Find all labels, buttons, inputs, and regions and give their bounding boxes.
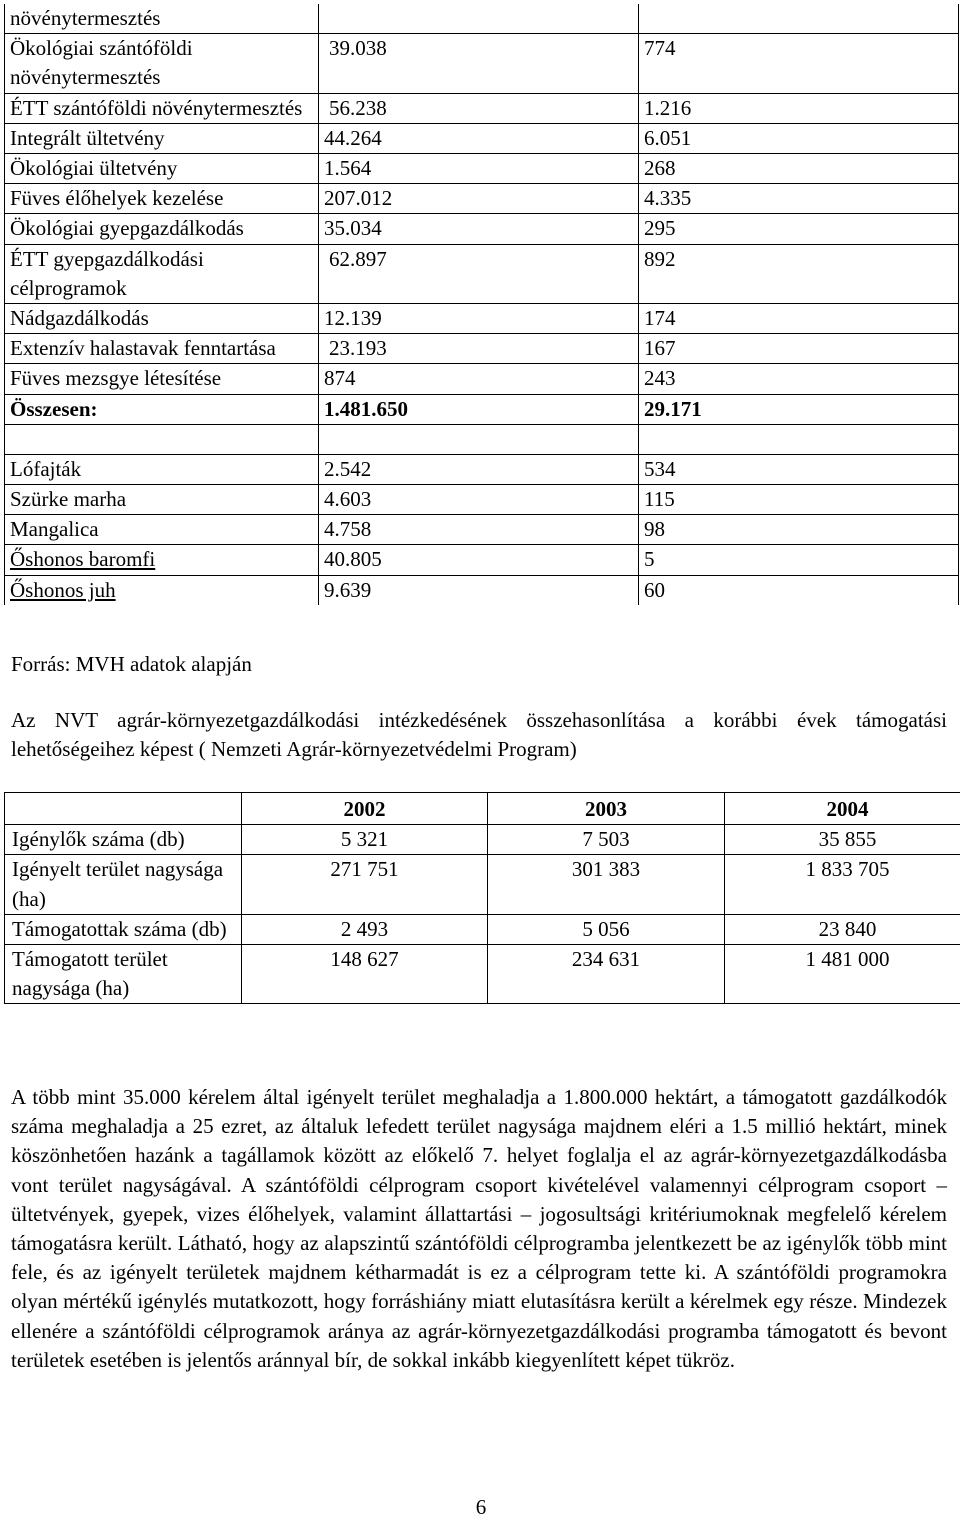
table-row xyxy=(5,825,960,855)
source-note xyxy=(11,650,252,679)
table-row xyxy=(5,364,959,394)
body-paragraph: A több mint 35.000 kérelem által igényelt terület meghaladja a 1.800.000 hektárt, a támogatott gazdálkodók száma meghaladja a 25 ezret, az általuk lefedett terület nagysága majdnem eléri a 1.5 millió hektárt, minek köszönhetően hazánk a tagállamok között az előkelő 7. helyet foglalja el az agrár-környezetgazdálkodásba vont terület nagyságával. A szántóföldi célprogram csoport kivételével valamennyi célprogram csoport – ültetvények, gyepek, vizes élőhelyek, valamint állattartási – jogosultsági kritériumoknak megfelelő kérelem támogatásra került. Látható, hogy az alapszintű szántóföldi célprogramba jelentkezett be az igénylők több mint fele, és az igényelt területek majdnem kétharmadát is ez a célprogram tette ki. A szántóföldi programokra olyan mértékű igénylés mutatkozott, hogy forráshiány miatt elutasításra került a kérelmek egy része. Mindezek ellenére a szántóföldi célprogramok aránya az agrár-környezetgazdálkodási programba támogatott és bevont területek esetében is jelentős aránnyal bír, de sokkal inkább kiegyenlített képet tükröz. xyxy=(11,1083,947,1375)
cell-value: 1 481 000 xyxy=(725,945,960,1004)
program-area: 1.564 xyxy=(319,154,639,184)
table-row xyxy=(5,914,960,944)
cell-value: 271 751 xyxy=(242,855,488,914)
table-row xyxy=(5,4,959,34)
program-label: Füves mezsgye létesítése xyxy=(5,364,319,394)
breed-count: 60 xyxy=(639,575,959,605)
program-area: 207.012 xyxy=(319,184,639,214)
table-caption: Az NVT agrár-környezetgazdálkodási intézkedésének összehasonlítása a korábbi évek támogatási lehetőségeihez képest ( Nemzeti Agrár-környezetvédelmi Program) xyxy=(11,706,947,764)
program-count xyxy=(639,4,959,34)
program-area: 39.038 xyxy=(319,34,639,93)
program-count: 243 xyxy=(639,364,959,394)
table-row xyxy=(5,244,959,303)
breed-count: 115 xyxy=(639,485,959,515)
breed-value: 40.805 xyxy=(319,545,639,575)
program-count: 1.216 xyxy=(639,93,959,123)
table-row xyxy=(5,34,959,93)
program-area xyxy=(319,4,639,34)
total-label: Összesen: xyxy=(5,394,319,424)
table-row xyxy=(5,304,959,334)
program-area: 35.034 xyxy=(319,214,639,244)
program-label: növénytermesztés xyxy=(5,4,319,34)
program-count: 774 xyxy=(639,34,959,93)
row-label: Támogatottak száma (db) xyxy=(5,914,242,944)
table-row xyxy=(5,154,959,184)
breed-count: 98 xyxy=(639,515,959,545)
program-label: Integrált ültetvény xyxy=(5,123,319,153)
row-label: Igényelt terület nagysága (ha) xyxy=(5,855,242,914)
breed-value: 4.603 xyxy=(319,485,639,515)
year-header: 2003 xyxy=(488,793,725,825)
table-row xyxy=(5,214,959,244)
table-row xyxy=(5,184,959,214)
table-row xyxy=(5,454,959,484)
row-label: Támogatott terület nagysága (ha) xyxy=(5,945,242,1004)
program-label: ÉTT szántóföldi növénytermesztés xyxy=(5,93,319,123)
program-label: Ökológiai ültetvény xyxy=(5,154,319,184)
table-row xyxy=(5,855,960,914)
breed-label: Őshonos baromfi xyxy=(5,545,319,575)
cell-value: 5 321 xyxy=(242,825,488,855)
program-count: 174 xyxy=(639,304,959,334)
program-count: 892 xyxy=(639,244,959,303)
program-label: ÉTT gyepgazdálkodási célprogramok xyxy=(5,244,319,303)
program-count: 6.051 xyxy=(639,123,959,153)
table-row xyxy=(5,545,959,575)
total-row xyxy=(5,394,959,424)
year-header: 2004 xyxy=(725,793,960,825)
program-area: 12.139 xyxy=(319,304,639,334)
table-row xyxy=(5,485,959,515)
cell-value: 234 631 xyxy=(488,945,725,1004)
cell-value: 2 493 xyxy=(242,914,488,944)
program-label: Extenzív halastavak fenntartása xyxy=(5,334,319,364)
program-label: Ökológiai szántóföldi növénytermesztés xyxy=(5,34,319,93)
row-label: Igénylők száma (db) xyxy=(5,825,242,855)
cell-value: 301 383 xyxy=(488,855,725,914)
table-row xyxy=(5,93,959,123)
year-header: 2002 xyxy=(242,793,488,825)
table-row xyxy=(5,575,959,605)
farming-programs-table xyxy=(4,4,959,605)
cell-value: 7 503 xyxy=(488,825,725,855)
program-count: 4.335 xyxy=(639,184,959,214)
table-row xyxy=(5,334,959,364)
program-label: Nádgazdálkodás xyxy=(5,304,319,334)
breed-value: 9.639 xyxy=(319,575,639,605)
table-row xyxy=(5,945,960,1004)
cell-value: 1 833 705 xyxy=(725,855,960,914)
year-header-row xyxy=(5,793,960,825)
cell-value: 35 855 xyxy=(725,825,960,855)
cell-value: 23 840 xyxy=(725,914,960,944)
comparison-table xyxy=(4,792,960,1004)
program-label: Ökológiai gyepgazdálkodás xyxy=(5,214,319,244)
program-area: 874 xyxy=(319,364,639,394)
program-area: 62.897 xyxy=(319,244,639,303)
program-area: 56.238 xyxy=(319,93,639,123)
program-label: Füves élőhelyek kezelése xyxy=(5,184,319,214)
cell-value: 148 627 xyxy=(242,945,488,1004)
breed-label: Lófajták xyxy=(5,454,319,484)
table-row xyxy=(5,515,959,545)
program-area: 44.264 xyxy=(319,123,639,153)
total-area: 1.481.650 xyxy=(319,394,639,424)
table-row xyxy=(5,123,959,153)
breed-value: 4.758 xyxy=(319,515,639,545)
program-count: 268 xyxy=(639,154,959,184)
breed-count: 534 xyxy=(639,454,959,484)
source-text: Forrás: MVH adatok alapján xyxy=(11,650,252,679)
program-count: 167 xyxy=(639,334,959,364)
cell-value: 5 056 xyxy=(488,914,725,944)
breed-label: Mangalica xyxy=(5,515,319,545)
page-number: 6 xyxy=(0,1495,960,1520)
breed-value: 2.542 xyxy=(319,454,639,484)
total-count: 29.171 xyxy=(639,394,959,424)
program-count: 295 xyxy=(639,214,959,244)
program-area: 23.193 xyxy=(319,334,639,364)
breed-label: Őshonos juh xyxy=(5,575,319,605)
breed-label: Szürke marha xyxy=(5,485,319,515)
blank-row xyxy=(5,424,959,454)
breed-count: 5 xyxy=(639,545,959,575)
